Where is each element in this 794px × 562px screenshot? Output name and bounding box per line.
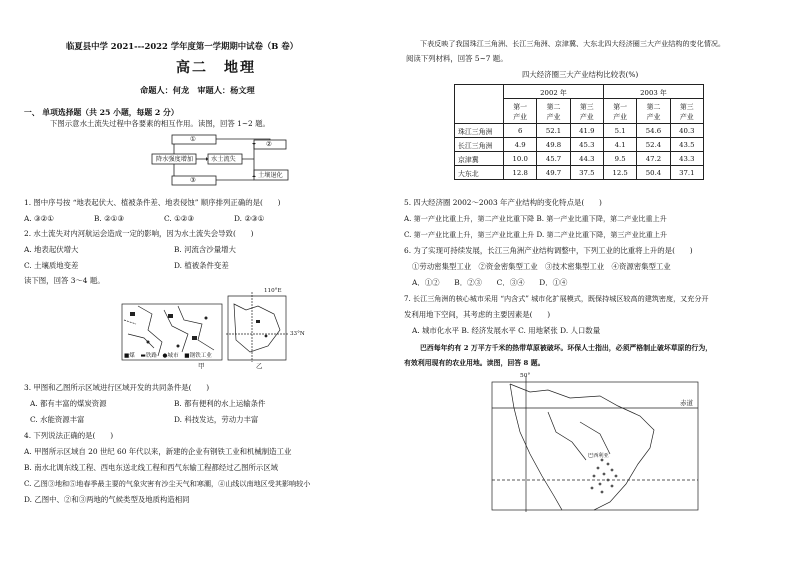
map-caption-jia: 甲 (198, 362, 205, 370)
table-row: 长江三角洲 4.9 49.8 45.3 4.1 52.4 43.5 (455, 138, 704, 152)
table-row: 珠江三角洲 6 52.1 41.9 5.1 54.6 40.3 (455, 124, 704, 138)
q1-option-a: A. ③②① (24, 214, 54, 223)
question-5: 5. 四大经济圈 2002～2003 年产业结构的变化特点是( ) (404, 198, 602, 207)
col-header: 第二 产业 (537, 99, 570, 124)
map2-longitude: 50° (520, 373, 531, 379)
q2-option-d: D. 植被条件变差 (174, 261, 229, 270)
flow-node-1: ① (190, 135, 196, 143)
q4-option-d: D. 乙图中、②和③两地的气候类型及地质构造相同 (24, 495, 190, 504)
q6-options: A．①② B．②③ C．③④ D．①④ (412, 278, 568, 287)
q1-option-b: B. ②①③ (94, 214, 125, 223)
col-header: 第三 产业 (670, 99, 703, 124)
soil-erosion-flow-diagram (150, 132, 300, 188)
col-header: 第三 产业 (570, 99, 603, 124)
brazil-map (490, 372, 700, 514)
q4-option-b: B. 南水北调东线工程、西电东送北线工程和西气东输工程都经过乙图所示区域 (24, 463, 279, 472)
map2-city-label: 巴西利亚 (588, 453, 609, 459)
flow-rain-box: 降水强度增加 (156, 156, 194, 163)
region-maps (118, 288, 305, 370)
intro-q3-4: 读下图，回答 3～4 题。 (24, 276, 105, 285)
intro-q5-7-cont: 阅读下列材料，回答 5~7 题。 (406, 54, 508, 63)
table-title: 四大经济圈三大产业结构比较表(%) (522, 70, 639, 79)
q1-option-d: D. ②③① (234, 214, 265, 223)
col-header: 第二 产业 (637, 99, 670, 124)
flow-degrade-box: 土壤退化 (258, 172, 283, 179)
question-6: 6. 为了实现可持续发展，长江三角洲产业结构调整中，下列工业的比重将上升的是( ) (404, 246, 693, 255)
longitude-label: 110°E (264, 288, 282, 294)
intro-q5-7: 下表反映了我国珠江三角洲、长江三角洲、京津冀、大东北四大经济圈三大产业结构的变化情况。 (420, 39, 726, 48)
q7-options: A. 城市化水平 B. 经济发展水平 C. 用地紧张 D. 人口数量 (412, 326, 601, 335)
q2-option-b: B. 河流含沙量增大 (174, 245, 236, 254)
question-1: 1. 图中序号按 “地表起伏大、植被条件差、地表侵蚀” 顺序排列正确的是( ) (24, 198, 281, 207)
question-7-cont: 发利用地下空间，其考虑的主要因素是( ) (404, 310, 551, 319)
section-heading: 一、 单项选择题（共 25 小题，每题 2 分） (24, 108, 179, 117)
year-2002-header: 2002 年 (504, 85, 604, 99)
q2-option-c: C. 土壤质地变差 (24, 261, 79, 270)
table-row: 京津冀 10.0 45.7 44.3 9.5 47.2 43.3 (455, 152, 704, 166)
map-caption-yi: 乙 (256, 362, 263, 370)
flow-node-3: ③ (190, 176, 196, 184)
grade-subject: 高二 地理 (176, 60, 256, 76)
intro-q8-cont: 有效利用现有的农业用地。读图，回答 8 题。 (404, 359, 545, 367)
left-column (0, 0, 396, 562)
question-7: 7. 长江三角洲的核心城市采用 “内含式” 城市化扩展模式，既保持城区较高的建筑密度，又充分开 (404, 294, 709, 303)
q2-option-a: A. 地表起伏增大 (24, 245, 79, 254)
flow-soil-loss-box: 水土流失 (211, 156, 236, 163)
right-column (400, 0, 794, 562)
col-header: 第一 产业 (504, 99, 537, 124)
q3-option-a: A. 都有丰富的煤炭资源 (30, 399, 107, 408)
intro-q1-2: 下图示意水土流失过程中各要素的相互作用。读图，回答 1~2 题。 (50, 119, 270, 128)
q3-option-d: D. 科技发达，劳动力丰富 (174, 415, 259, 424)
question-3: 3. 甲图和乙图所示区域进行区域开发的共同条件是( ) (24, 383, 210, 392)
industry-structure-table (454, 84, 704, 180)
q3-option-c: C. 水能资源丰富 (30, 415, 85, 424)
q6-items: ①劳动密集型工业 ②资金密集型工业 ③技术密集型工业 ④资源密集型工业 (412, 262, 671, 271)
year-2003-header: 2003 年 (603, 85, 703, 99)
flow-node-2: ② (266, 140, 272, 148)
intro-q8: 巴西每年约有 2 万平方千米的热带草原被破坏。环保人士指出，必须严格制止破坏草原的行为， (420, 344, 713, 352)
table-corner (455, 85, 504, 124)
map2-equator: 赤道 (680, 399, 693, 407)
question-4: 4. 下列说法正确的是( ) (24, 431, 114, 440)
authors: 命题人：何龙 审题人：杨文理 (140, 85, 255, 95)
q4-option-a: A. 甲图所示区域自 20 世纪 60 年代以来，新建的企业有钢铁工业和机械制造工业 (24, 447, 292, 456)
exam-title: 临夏县中学 2021---2022 学年度第一学期期中试卷（B 卷） (66, 41, 298, 51)
latitude-label: 33°N (290, 331, 305, 337)
q3-option-b: B. 都有便利的水上运输条件 (174, 399, 266, 408)
q5-options-ab: A. 第一产业比重上升，第二产业比重下降 B. 第一产业比重下降，第二产业比重上升 (404, 214, 667, 223)
q1-option-c: C. ①②③ (164, 214, 194, 223)
table-row: 大东北 12.8 49.7 37.5 12.5 50.4 37.1 (455, 166, 704, 180)
question-2: 2. 水土流失对内河航运会造成一定的影响，因为水土流失会导致( ) (24, 229, 254, 238)
map-legend: ■煤 ▬铁路 ●城市 ■钢铁工业 (124, 353, 212, 359)
q5-options-cd: C. 第一产业比重上升，第三产业比重上升 D. 第二产业比重下降，第三产业比重上升 (404, 230, 668, 239)
col-header: 第一 产业 (603, 99, 636, 124)
q4-option-c: C. 乙图③地和⑤地春季最主要的气象灾害有沙尘天气和寒潮，④山线以南地区受其影响较小 (24, 479, 311, 488)
